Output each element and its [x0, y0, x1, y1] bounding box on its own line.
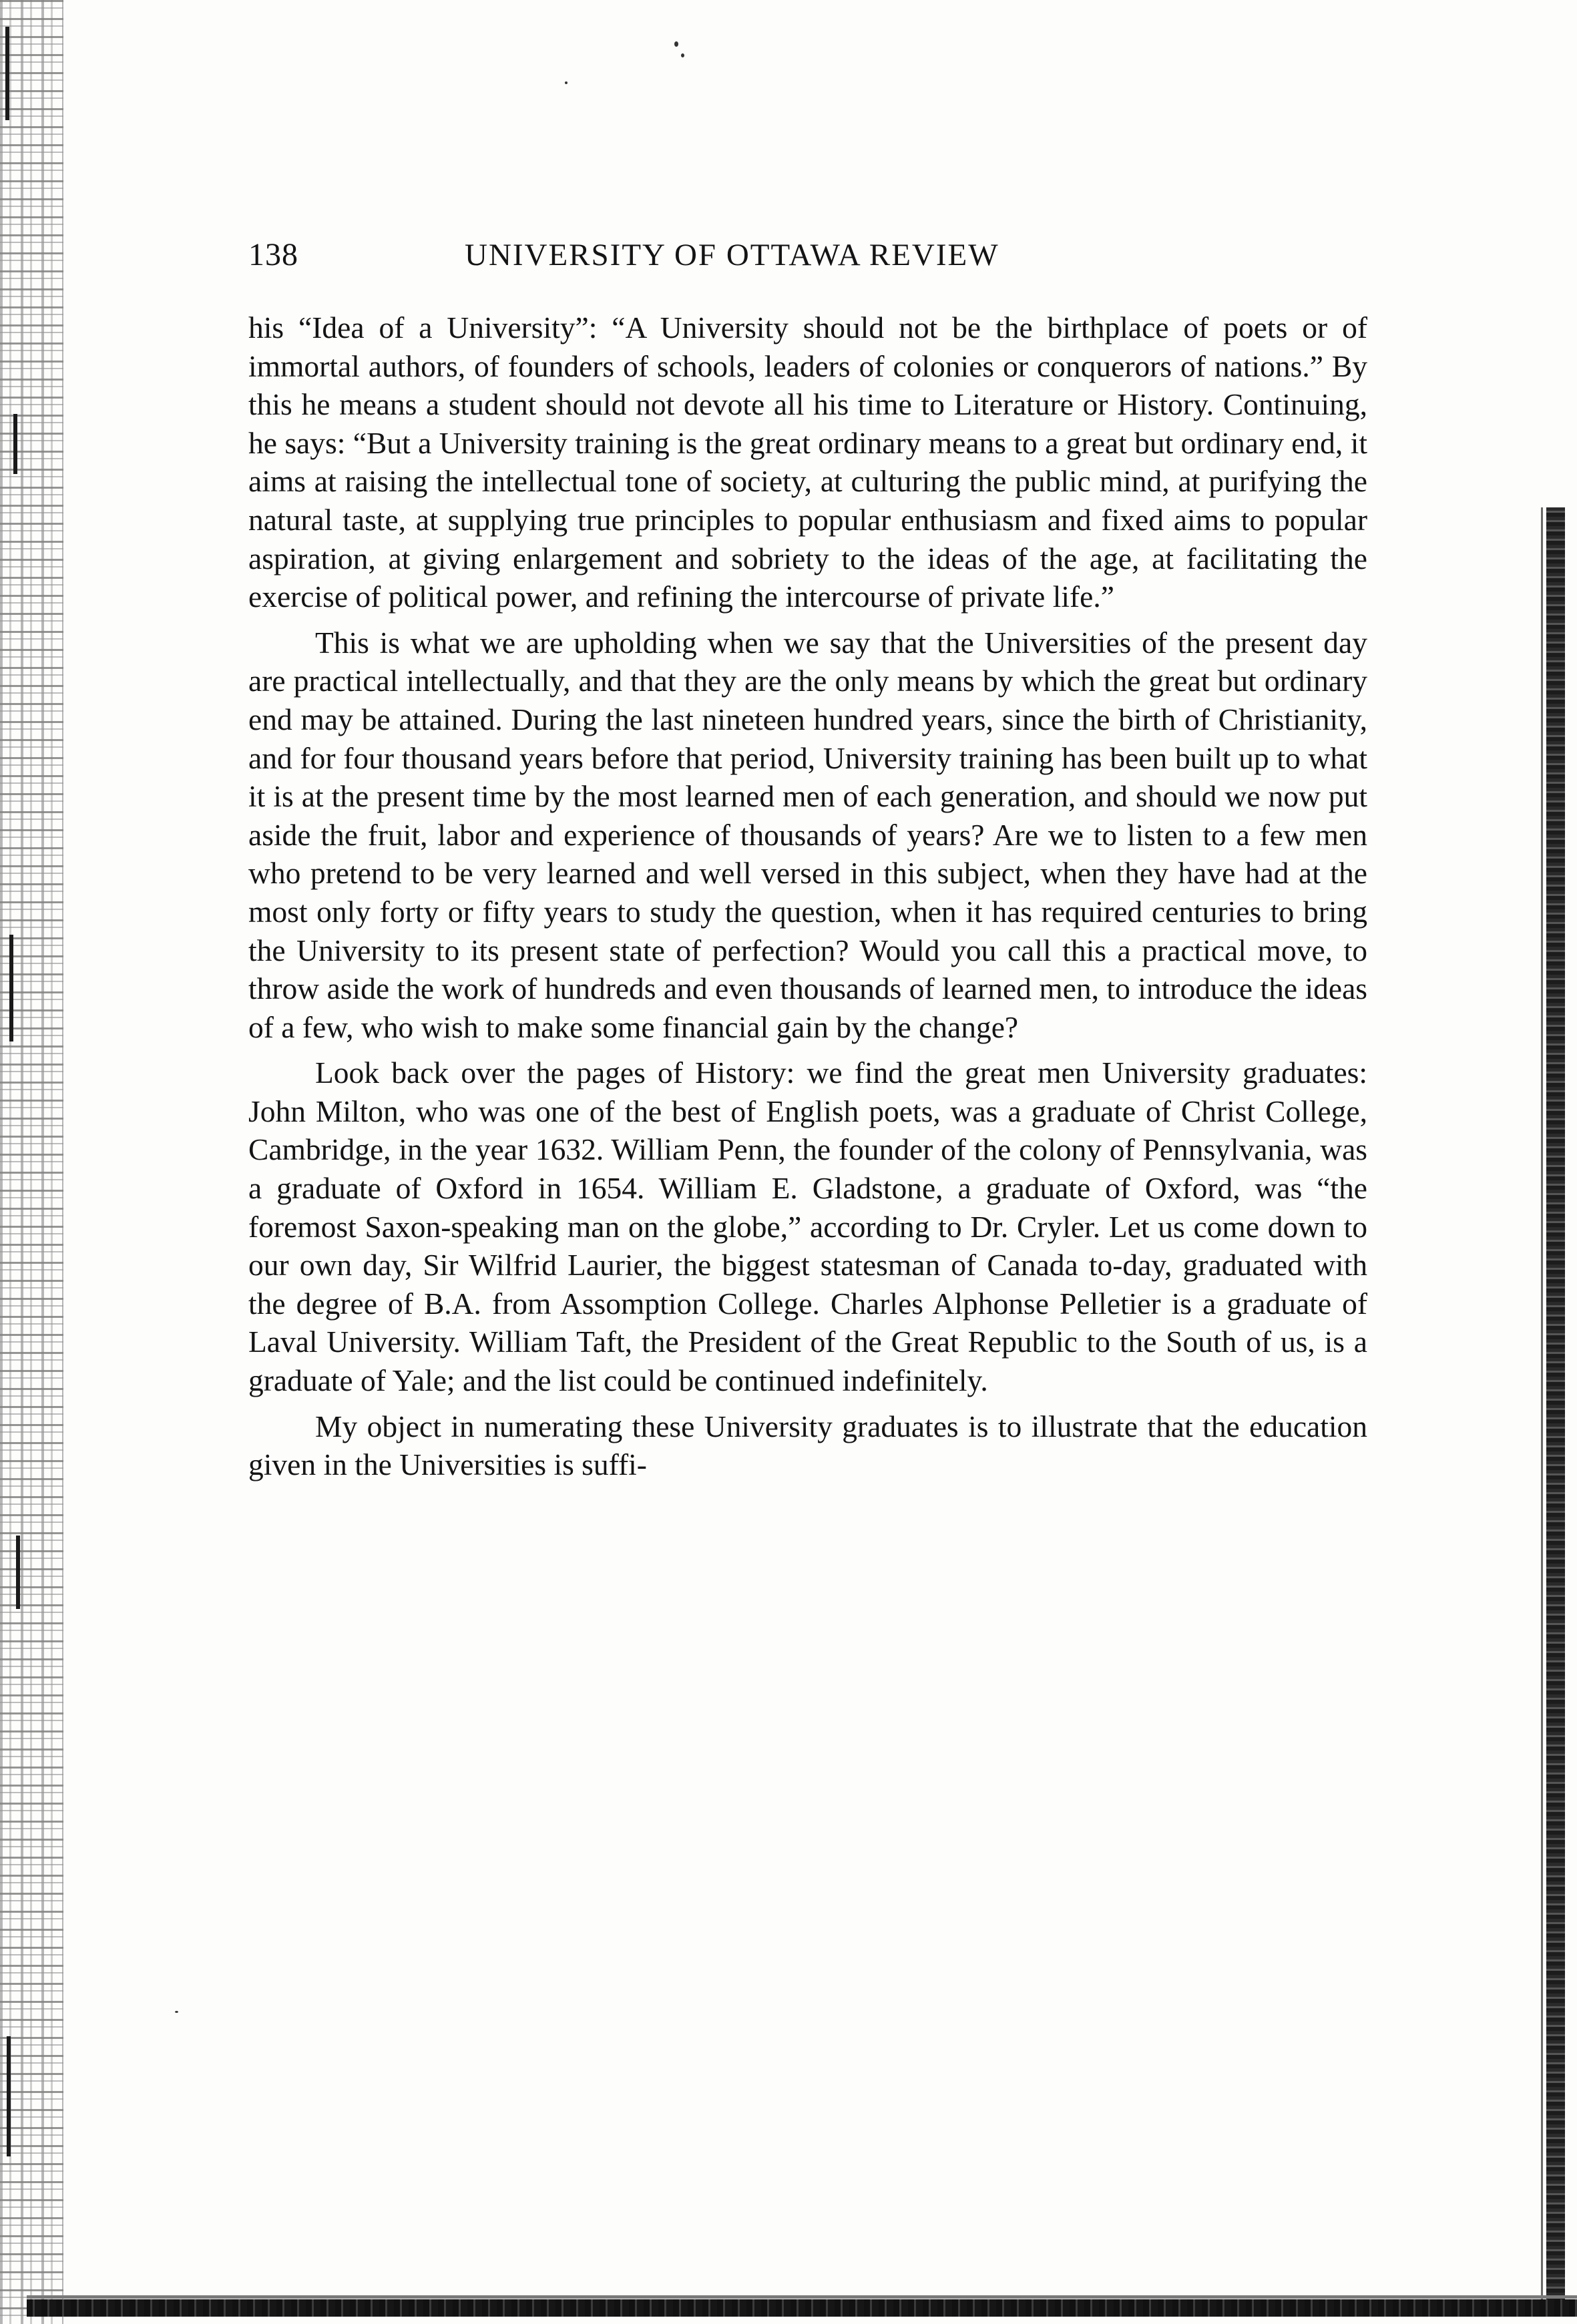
binding-mark: [7, 2036, 11, 2156]
article-body: [248, 308, 1367, 1491]
page-edge-bottom-line: [27, 2295, 1577, 2299]
paragraph: My object in numerating these University graduates is to illustrate that the education given in the Universities is suffi-: [248, 1409, 1367, 1482]
paragraph: Look back over the pages of History: we find the great men University graduates: John Milton, who was one of the best of English poets, was a graduate of Christ College, Cambridge, in the year 1632. William Penn, the founder of the colony of Pennsylvania, was a graduate of Oxford in 1654. William E. Gladstone, a graduate of Oxford, was “the foremost Saxon-speaking man on the globe,” according to Dr. Cryler. Let us come down to our own day, Sir Wilfrid Laurier, the biggest statesman of Canada to-day, graduated with the degree of B.A. from Assomption College. Charles Alphonse Pelletier is a graduate of Laval University. William Taft, the President of the Great Republic to the South of us, is a graduate of Yale; and the list could be continued indefinitely.: [248, 1056, 1367, 1398]
running-head: [248, 234, 1370, 276]
binding-mark: [16, 1536, 20, 1609]
scan-speck: [681, 53, 684, 57]
journal-title: UNIVERSITY OF OTTAWA REVIEW: [465, 238, 999, 272]
scan-speck: [565, 81, 568, 84]
binding-mark: [13, 414, 17, 474]
page-edge-right-line: [1541, 507, 1543, 2310]
binding-mark: [9, 935, 13, 1041]
scan-speck: [674, 41, 678, 47]
page-edge-right: [1546, 507, 1565, 2310]
paragraph: This is what we are upholding when we say that the Universities of the present day are practical intellectually, and that they are the only means by which the great but ordinary end may be attained. During the last nineteen hundred years, since the birth of Christianity, and for four thousand years before that period, University training has been built up to what it is at the present time by the most learned men of each generation, and should we now put aside the fruit, labor and experience of thousands of years? Are we to listen to a few men who pretend to be very learned and well versed in this subject, when they have had at the most only forty or fifty years to study the question, when it has required centuries to bring the University to its present state of perfection? Would you call this a practical move, to throw aside the work of hundreds and even thousands of learned men, to introduce the ideas of a few, who wish to make some financial gain by the change?: [248, 625, 1367, 1044]
page-edge-bottom: [27, 2299, 1577, 2317]
binding-mark: [5, 27, 9, 120]
binding-edge-left: [0, 0, 63, 2324]
page-number: 138: [248, 237, 298, 272]
paragraph: his “Idea of a University”: “A University should not be the birthplace of poets or of immortal authors, of founders of schools, leaders of colonies or conquerors of nations.” By this he means a student should not devote all his time to Literature or History. Continuing, he says: “But a University training is the great ordinary means to a great but ordinary end, it aims at raising the intellectual tone of society, at culturing the public mind, at purifying the natural taste, at supplying true principles to popular enthusiasm and fixed aims to popular aspiration, at giving enlargement and sobriety to the ideas of the age, at facilitating the exercise of political power, and refining the intercourse of private life.”: [248, 310, 1367, 614]
scan-speck: [175, 2011, 178, 2013]
